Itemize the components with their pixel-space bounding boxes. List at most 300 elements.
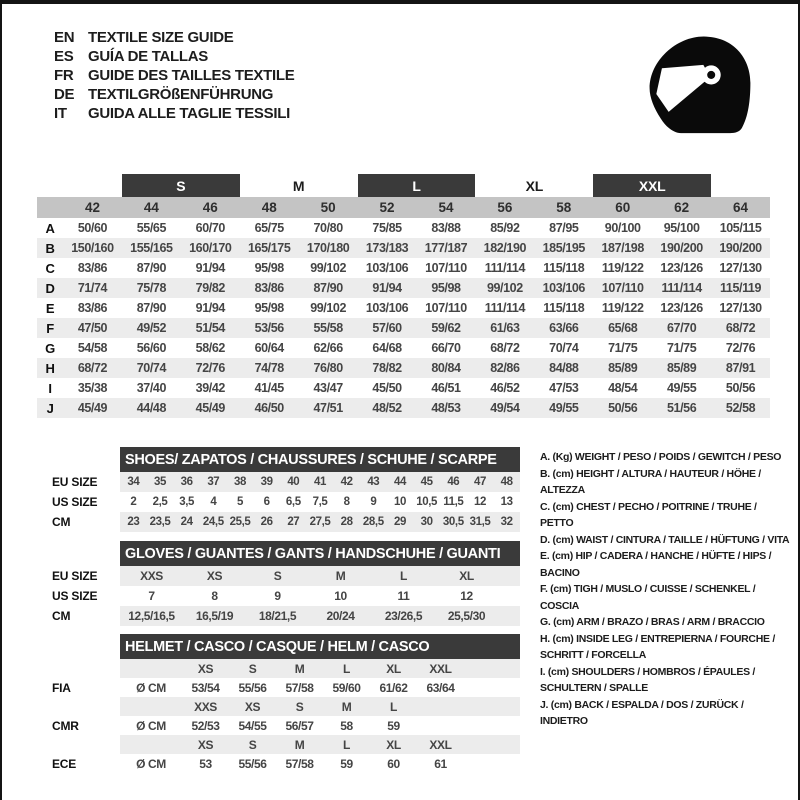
value-cell: 24,5 <box>202 516 224 528</box>
legend-item: D. (cm) WAIST / CINTURA / TAILLE / HÜFTUNG / VITA <box>540 533 790 546</box>
textile-cell: 68/72 <box>490 341 520 355</box>
measure-letter: E <box>45 300 55 316</box>
textile-cell: 85/92 <box>490 221 520 235</box>
row-label: CM <box>52 515 71 529</box>
language-title: GUIDA ALLE TAGLIE TESSILI <box>88 105 290 122</box>
textile-cell: 45/49 <box>195 401 225 415</box>
helmet-size-row <box>52 697 520 716</box>
textile-cell: 51/56 <box>666 401 697 415</box>
helmet-size-row <box>52 735 520 754</box>
textile-cell: 60/70 <box>195 221 225 235</box>
helmet-value-row <box>52 754 520 773</box>
row-label <box>52 697 120 716</box>
value-cell: 12 <box>473 496 486 508</box>
legend-item: G. (cm) ARM / BRAZO / BRAS / ARM / BRACCIO <box>540 616 765 628</box>
helmet-size-row <box>52 659 520 678</box>
textile-cell: 80/84 <box>431 361 461 375</box>
section-row <box>52 512 520 532</box>
textile-cell: 85/89 <box>608 361 638 375</box>
textile-cell: 50/60 <box>77 221 108 235</box>
textile-cell: 111/114 <box>484 301 526 315</box>
empty-cell <box>711 174 770 197</box>
textile-cell: 127/130 <box>719 261 762 275</box>
language-title: GUÍA DE TALLAS <box>88 48 208 65</box>
legend-item: H. (cm) INSIDE LEG / ENTREPIERNA / FOURCHE / SCHRITT / FORCELLA <box>540 632 775 661</box>
value-cell: 30,5 <box>442 516 464 528</box>
textile-cell: 103/106 <box>542 281 585 295</box>
standard-label: CMR <box>52 718 79 733</box>
value-cell: 29 <box>393 516 406 528</box>
textile-cell: 45/50 <box>372 381 402 395</box>
values-row <box>120 586 520 606</box>
measure-letter: J <box>46 400 54 416</box>
value-cell: 27 <box>287 516 300 528</box>
textile-cell: 74/78 <box>254 361 284 375</box>
size-cell: S <box>248 661 257 676</box>
size-group-row <box>37 174 770 197</box>
textile-cell: 65/75 <box>254 221 284 235</box>
measure-letter: D <box>45 280 55 296</box>
value-cell: 45 <box>420 476 433 488</box>
language-code: FR <box>54 67 74 84</box>
textile-cell: 54/58 <box>77 341 108 355</box>
value-cell: 37 <box>207 476 220 488</box>
textile-cell: 50/56 <box>725 381 756 395</box>
size-cell: XXL <box>429 737 452 752</box>
textile-cell: 103/106 <box>365 261 409 275</box>
legend-item: A. (Kg) WEIGHT / PESO / POIDS / GEWITCH / PESO <box>540 451 782 463</box>
textile-cell: 70/74 <box>549 341 579 355</box>
textile-cell: 182/190 <box>483 241 527 255</box>
textile-row-d <box>37 278 770 298</box>
value-cell: 41 <box>313 476 326 488</box>
value-cell: 8 <box>211 589 218 603</box>
textile-row-h <box>37 358 770 378</box>
textile-cell: 115/118 <box>543 301 585 315</box>
size-column-60: 60 <box>615 200 631 215</box>
value-cell: 59 <box>340 756 353 771</box>
standard-label: FIA <box>52 680 71 695</box>
textile-cell: 87/90 <box>136 261 166 275</box>
language-code: ES <box>54 48 74 65</box>
textile-cell: 165/175 <box>248 241 291 255</box>
value-cell: 28,5 <box>362 516 384 528</box>
value-cell: 10 <box>334 589 347 603</box>
value-cell: 6,5 <box>285 496 301 508</box>
value-cell: 7 <box>148 589 155 603</box>
legend-item: I. (cm) SHOULDERS / HOMBROS / ÉPAULES / SCHULTERN / SPALLE <box>540 665 756 694</box>
helmet-table <box>52 659 520 773</box>
value-cell: 24 <box>180 516 193 528</box>
measurement-legend <box>540 449 790 730</box>
size-column-46: 46 <box>202 200 218 215</box>
textile-row-i <box>37 378 770 398</box>
value-cell: 35 <box>153 476 166 488</box>
textile-cell: 119/122 <box>601 301 644 315</box>
sizes-row <box>120 697 520 716</box>
value-cell: 20/24 <box>326 609 355 623</box>
textile-cell: 91/94 <box>372 281 402 295</box>
size-group-xxl: XXL <box>593 174 711 197</box>
value-cell: 55/56 <box>238 680 267 695</box>
textile-cell: 44/48 <box>136 401 166 415</box>
textile-cell: 95/98 <box>254 301 284 315</box>
textile-cell: 123/126 <box>660 301 703 315</box>
language-title: TEXTILGRÖßENFÜHRUNG <box>88 86 274 103</box>
helmet-header: HELMET / CASCO / CASQUE / HELM / CASCO <box>120 634 520 659</box>
value-cell: 11 <box>397 589 410 603</box>
textile-row-f <box>37 318 770 338</box>
textile-cell: 55/65 <box>136 221 166 235</box>
textile-cell: 39/42 <box>195 381 225 395</box>
section-row <box>52 472 520 492</box>
textile-cell: 107/110 <box>425 261 467 275</box>
value-cell: S <box>273 569 282 583</box>
textile-cell: 83/86 <box>77 261 108 275</box>
values-row <box>120 606 520 626</box>
textile-cell: 87/95 <box>549 221 579 235</box>
value-cell: 9 <box>274 589 281 603</box>
textile-cell: 61/63 <box>490 321 520 335</box>
value-cell: 2 <box>130 496 137 508</box>
unit-cell: Ø CM <box>136 680 166 695</box>
value-cell: 44 <box>393 476 406 488</box>
value-cell: L <box>400 569 407 583</box>
lower-tables <box>52 447 520 773</box>
value-cell: 52/53 <box>191 718 220 733</box>
textile-cell: 105/115 <box>719 221 762 235</box>
textile-cell: 103/106 <box>365 301 409 315</box>
textile-cell: 47/53 <box>549 381 579 395</box>
textile-cell: 71/75 <box>666 341 697 355</box>
size-group-xl: XL <box>525 177 544 194</box>
size-cell: XL <box>386 737 401 752</box>
textile-cell: 127/130 <box>719 301 762 315</box>
textile-cell: 155/165 <box>130 241 173 255</box>
textile-cell: 87/90 <box>313 281 343 295</box>
value-cell: 18/21,5 <box>258 609 297 623</box>
textile-cell: 91/94 <box>195 301 225 315</box>
value-cell: 40 <box>287 476 300 488</box>
value-cell: 16,5/19 <box>195 609 234 623</box>
shoes-table <box>52 472 520 532</box>
language-row <box>54 28 294 47</box>
textile-cell: 99/102 <box>486 281 523 295</box>
size-cell: XS <box>197 661 214 676</box>
value-cell: 38 <box>233 476 246 488</box>
value-cell: 23,5 <box>149 516 171 528</box>
size-cell: XL <box>386 661 401 676</box>
textile-cell: 51/54 <box>195 321 225 335</box>
measure-letter: C <box>45 260 55 276</box>
row-label: CM <box>52 609 71 623</box>
textile-cell: 87/91 <box>725 361 756 375</box>
language-row <box>54 66 294 85</box>
textile-cell: 99/102 <box>310 301 347 315</box>
textile-cell: 84/88 <box>549 361 579 375</box>
size-column-50: 50 <box>320 200 336 215</box>
measure-letter: A <box>45 220 55 236</box>
size-cell: M <box>294 737 305 752</box>
textile-cell: 70/74 <box>136 361 166 375</box>
legend-item: F. (cm) TIGH / MUSLO / CUISSE / SCHENKEL / COSCIA <box>540 583 756 612</box>
size-group-m: M <box>292 177 305 194</box>
size-cell: XS <box>197 737 214 752</box>
textile-cell: 67/70 <box>666 321 697 335</box>
value-cell: 32 <box>500 516 513 528</box>
textile-cell: 150/160 <box>71 241 114 255</box>
textile-cell: 56/60 <box>136 341 166 355</box>
textile-cell: 49/55 <box>666 381 697 395</box>
textile-cell: 35/38 <box>77 381 108 395</box>
language-row <box>54 47 294 66</box>
textile-cell: 91/94 <box>195 261 225 275</box>
textile-cell: 111/114 <box>484 261 526 275</box>
value-cell: M <box>335 569 346 583</box>
value-cell: 25,5/30 <box>447 609 486 623</box>
value-cell: 36 <box>180 476 193 488</box>
size-group-l: L <box>358 174 476 197</box>
values-row <box>120 512 520 532</box>
textile-cell: 115/118 <box>543 261 585 275</box>
value-cell: 10,5 <box>416 496 438 508</box>
measure-letter: H <box>45 360 55 376</box>
textile-cell: 78/82 <box>372 361 402 375</box>
value-cell: 57/58 <box>285 756 314 771</box>
language-title: GUIDE DES TAILLES TEXTILE <box>88 67 295 84</box>
value-cell: 12,5/16,5 <box>128 609 175 623</box>
language-row <box>54 104 294 123</box>
helmet-value-row <box>52 678 520 697</box>
textile-cell: 37/40 <box>136 381 166 395</box>
section-row <box>52 586 520 606</box>
textile-cell: 71/74 <box>77 281 108 295</box>
values-row <box>120 472 520 492</box>
size-cell: XXS <box>194 699 217 714</box>
textile-cell: 95/98 <box>254 261 284 275</box>
value-cell: 47 <box>473 476 486 488</box>
section-row <box>52 492 520 512</box>
textile-cell: 47/51 <box>313 401 343 415</box>
textile-cell: 83/88 <box>431 221 461 235</box>
legend-item: B. (cm) HEIGHT / ALTURA / HAUTEUR / HÖHE / ALTEZZA <box>540 467 761 496</box>
textile-cell: 79/82 <box>195 281 225 295</box>
value-cell: 23 <box>127 516 140 528</box>
size-cell: M <box>341 699 352 714</box>
value-cell: 39 <box>260 476 273 488</box>
row-label: US SIZE <box>52 495 98 509</box>
value-cell: 61 <box>434 756 447 771</box>
values-row <box>120 566 520 586</box>
gloves-header: GLOVES / GUANTES / GANTS / HANDSCHUHE / GUANTI <box>120 541 520 566</box>
textile-cell: 111/114 <box>661 281 702 295</box>
size-column-48: 48 <box>261 200 277 215</box>
value-cell: XL <box>459 569 474 583</box>
value-cell: 53/54 <box>191 680 220 695</box>
size-number-row <box>37 197 770 218</box>
value-cell: 46 <box>447 476 460 488</box>
values-row <box>120 678 520 697</box>
textile-cell: 64/68 <box>372 341 402 355</box>
value-cell: 31,5 <box>469 516 491 528</box>
value-cell: 55/56 <box>238 756 267 771</box>
textile-cell: 68/72 <box>77 361 108 375</box>
textile-cell: 55/58 <box>313 321 343 335</box>
textile-cell: 187/198 <box>601 241 644 255</box>
value-cell: 53 <box>199 756 212 771</box>
values-row <box>120 492 520 512</box>
value-cell: 25,5 <box>229 516 251 528</box>
textile-cell: 99/102 <box>310 261 347 275</box>
size-cell: XXL <box>429 661 452 676</box>
textile-cell: 83/86 <box>254 281 284 295</box>
empty-cell <box>37 174 63 197</box>
row-label: EU SIZE <box>52 569 98 583</box>
value-cell: 7,5 <box>312 496 328 508</box>
sizes-row <box>120 659 520 678</box>
value-cell: 13 <box>500 496 513 508</box>
size-column-42: 42 <box>84 200 100 215</box>
size-cell: XS <box>244 699 261 714</box>
value-cell: 9 <box>370 496 377 508</box>
textile-row-c <box>37 258 770 278</box>
textile-cell: 190/200 <box>719 241 762 255</box>
language-row <box>54 85 294 104</box>
shoes-header: SHOES/ ZAPATOS / CHAUSSURES / SCHUHE / SCARPE <box>120 447 520 472</box>
gloves-table <box>52 566 520 626</box>
size-column-54: 54 <box>438 200 454 215</box>
textile-row-g <box>37 338 770 358</box>
value-cell: 26 <box>260 516 273 528</box>
values-row <box>120 754 520 773</box>
value-cell: 27,5 <box>309 516 331 528</box>
legend-item: E. (cm) HIP / CADERA / HANCHE / HÜFTE / HIPS / BACINO <box>540 550 772 579</box>
measure-letter: G <box>45 340 55 356</box>
textile-cell: 72/76 <box>725 341 756 355</box>
textile-cell: 115/119 <box>720 281 762 295</box>
value-cell: 57/58 <box>285 680 314 695</box>
textile-cell: 76/80 <box>313 361 343 375</box>
size-column-58: 58 <box>556 200 572 215</box>
value-cell: 2,5 <box>152 496 168 508</box>
section-row <box>52 566 520 586</box>
size-cell: S <box>248 737 257 752</box>
textile-row-e <box>37 298 770 318</box>
legend-item: J. (cm) BACK / ESPALDA / DOS / ZURÜCK / INDIETRO <box>540 698 744 727</box>
value-cell: 4 <box>210 496 217 508</box>
value-cell: 59/60 <box>332 680 361 695</box>
value-cell: 23/26,5 <box>384 609 423 623</box>
row-label <box>52 659 120 678</box>
size-column-52: 52 <box>379 200 395 215</box>
value-cell: 59 <box>387 718 400 733</box>
textile-cell: 85/89 <box>666 361 697 375</box>
measure-letter: B <box>45 240 55 256</box>
value-cell: 42 <box>340 476 353 488</box>
textile-cell: 82/86 <box>490 361 520 375</box>
textile-cell: 95/100 <box>663 221 700 235</box>
size-cell: M <box>294 661 305 676</box>
textile-cell: 49/55 <box>549 401 579 415</box>
size-column-64: 64 <box>733 200 749 215</box>
textile-cell: 49/54 <box>490 401 520 415</box>
textile-cell: 170/180 <box>306 241 350 255</box>
value-cell: 63/64 <box>426 680 455 695</box>
textile-cell: 58/62 <box>195 341 225 355</box>
language-list <box>54 28 294 123</box>
textile-cell: 70/80 <box>313 221 343 235</box>
value-cell: XXS <box>140 569 163 583</box>
textile-cell: 48/53 <box>431 401 461 415</box>
textile-cell: 41/45 <box>254 381 284 395</box>
size-cell: S <box>295 699 304 714</box>
textile-cell: 46/50 <box>254 401 284 415</box>
value-cell: 56/57 <box>285 718 314 733</box>
textile-cell: 47/50 <box>77 321 108 335</box>
textile-cell: 49/52 <box>136 321 166 335</box>
textile-cell: 107/110 <box>601 281 644 295</box>
value-cell: 10 <box>393 496 406 508</box>
textile-cell: 177/187 <box>424 241 468 255</box>
racing-helmet-icon <box>644 28 756 142</box>
language-title: TEXTILE SIZE GUIDE <box>88 29 234 46</box>
textile-cell: 72/76 <box>195 361 225 375</box>
helmet-value-row <box>52 716 520 735</box>
value-cell: 43 <box>367 476 380 488</box>
value-cell: 48 <box>500 476 513 488</box>
language-code: IT <box>54 105 67 122</box>
textile-cell: 90/100 <box>604 221 641 235</box>
textile-cell: 65/68 <box>608 321 638 335</box>
textile-cell: 190/200 <box>660 241 703 255</box>
value-cell: 8 <box>343 496 350 508</box>
textile-cell: 68/72 <box>725 321 756 335</box>
value-cell: 58 <box>340 718 353 733</box>
standard-label: ECE <box>52 756 77 771</box>
helmet-section <box>52 634 520 773</box>
value-cell: 3,5 <box>179 496 195 508</box>
textile-cell: 66/70 <box>431 341 461 355</box>
row-label: US SIZE <box>52 589 98 603</box>
textile-cell: 123/126 <box>660 261 703 275</box>
textile-size-table <box>37 174 770 418</box>
textile-cell: 95/98 <box>431 281 461 295</box>
textile-cell: 75/78 <box>136 281 166 295</box>
size-group-s: S <box>122 174 240 197</box>
textile-cell: 45/49 <box>77 401 108 415</box>
value-cell: 6 <box>263 496 270 508</box>
value-cell: 11,5 <box>443 496 464 508</box>
textile-cell: 53/56 <box>254 321 284 335</box>
textile-cell: 87/90 <box>136 301 166 315</box>
measure-letter: F <box>46 320 54 336</box>
size-cell: L <box>343 737 350 752</box>
language-code: DE <box>54 86 75 103</box>
textile-cell: 185/195 <box>542 241 585 255</box>
textile-cell: 107/110 <box>425 301 467 315</box>
value-cell: 5 <box>236 496 243 508</box>
empty-cell <box>63 174 122 197</box>
row-label <box>52 735 120 754</box>
value-cell: 30 <box>420 516 433 528</box>
textile-cell: 48/54 <box>608 381 638 395</box>
value-cell: 61/62 <box>379 680 408 695</box>
measure-letter: I <box>48 380 52 396</box>
textile-cell: 60/64 <box>254 341 284 355</box>
sizes-row <box>120 735 520 754</box>
value-cell: 28 <box>340 516 353 528</box>
textile-row-j <box>37 398 770 418</box>
